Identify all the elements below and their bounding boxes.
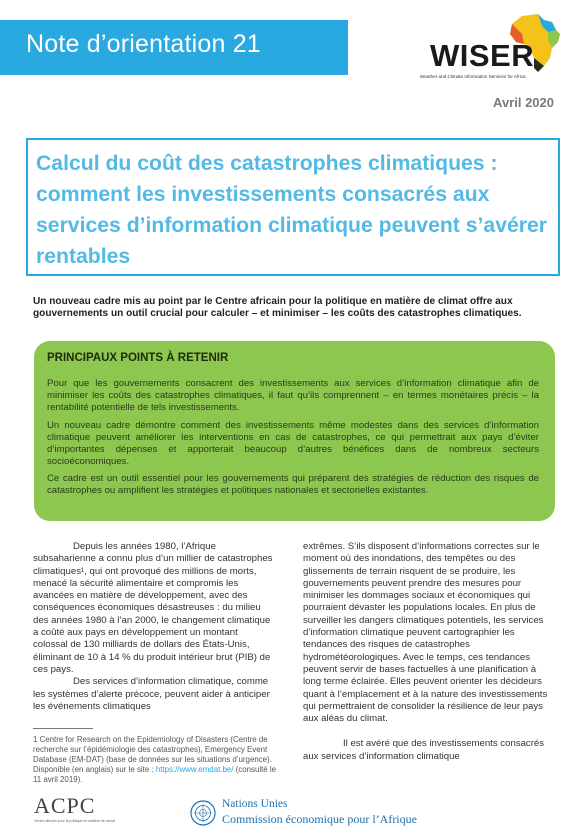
body-paragraph: extrêmes. S’ils disposent d’informations correctes sur le moment où des inondations, des tempêtes ou des glissements de terrain risquent de se produire, les gouvernements peuvent prendre des mesures pour minimiser les dommages sociaux et économiques qui pourraient dévaster les populations locales. En plus de surveiller les dangers climatiques potentiels, les services d’information climatique peuvent cartographier les tendances des risques de catastrophes hydrométéorologiques. Avec le temps, ces tendances peuvent servir de bases factuelles à une planification à long terme éclairée. Elles peuvent orienter les décideurs quant à l’emplacement et à la nature des investissements qui permettraient de consolider la résilience de leur pays aux aléas du climat. <box>303 541 548 725</box>
logo-tagline: Weather and Climate Information Services for Africa <box>420 74 526 79</box>
body-column-right <box>303 541 549 763</box>
body-paragraph: Il est avéré que des investissements consacrés aux services d’information climatique <box>303 738 545 762</box>
acpc-wordmark: ACPC <box>34 793 96 818</box>
body-paragraph: Des services d’information climatique, comme les systèmes d’alerte précoce, peuvent aider à anticiper les événements climatiques <box>33 676 270 712</box>
acpc-tagline: Centre africain pour la politique en matière de climat <box>34 819 115 823</box>
title-box <box>26 138 560 276</box>
key-point-1: Pour que les gouvernements consacrent des investissements aux services d’information climatique afin de minimiser les coûts des catastrophes climatiques, il faut qu’ils comprennent – en termes monétaires précis – la rentabilité potentielle de tels investissements. <box>47 378 539 413</box>
uneca-logo <box>190 797 470 827</box>
banner-title: Note d’orientation 21 <box>26 30 261 58</box>
footnote-divider <box>33 728 93 729</box>
publication-date: Avril 2020 <box>493 95 554 110</box>
footnote <box>33 735 278 785</box>
body-column-left <box>33 541 273 713</box>
intro-summary: Un nouveau cadre mis au point par le Centre africain pour la politique en matière de climat offre aux gouvernements un outil crucial pour calculer – et minimiser – les coûts des catastrophes climatiques. <box>33 296 522 319</box>
acpc-logo <box>30 793 130 825</box>
key-point-3: Ce cadre est un outil essentiel pour les gouvernements qui préparent des stratégies de réduction des risques de catastrophes ou amplifient les stratégies et politiques nationales et sectorielles existantes. <box>47 473 539 496</box>
note-banner <box>0 20 348 75</box>
key-point-2: Un nouveau cadre démontre comment des investissements même modestes dans des services d’information climatique peuvent améliorer les interventions en cas de catastrophes, ce qui permettrait aux pays d’éviter d’importantes dépenses et apporterait beaucoup d’autres bénéfices dans de nombreux secteurs socioéconomiques. <box>47 420 539 467</box>
footnote-tail: (consulté le 11 avril 2019). <box>33 765 276 784</box>
footnote-text: 1 Centre for Research on the Epidemiology of Disasters (Centre de recherche sur l’épidémiologie des catastrophes), Emergency Event Database (EM-DAT) (base de données sur les situations d’urgence). Disponible (en anglais) sur le site : <box>33 735 272 774</box>
un-emblem-icon <box>190 800 216 826</box>
key-points-heading: PRINCIPAUX POINTS À RETENIR <box>47 352 229 364</box>
un-name: Nations Unies <box>222 798 288 810</box>
body-paragraph: Depuis les années 1980, l’Afrique subsaharienne a connu plus d’un millier de catastrophes climatiques¹, qui ont provoqué des millions de morts, menacé la sécurité alimentaire et compromis les avancées en matière de développement, avec des conséquences économiques désastreuses : du milieu des années 1980 à l’an 2000, le changement climatique a coûté aux pays en développement un montant colossal de 130 milliards de dollars des États-Unis, éliminant de 10 à 14 % du produit intérieur brut (PIB) de ces pays. <box>33 541 273 675</box>
footnote-link[interactable]: https://www.emdat.be/ <box>155 765 234 774</box>
page-title: Calcul du coût des catastrophes climatiques : comment les investissements consacrés aux services d’information climatique peuvent s’avérer rentables <box>36 152 548 268</box>
logo-wordmark: WISER <box>430 38 535 73</box>
key-points-box <box>34 341 555 521</box>
wiser-logo <box>420 14 570 84</box>
uneca-name: Commission économique pour l’Afrique <box>222 812 417 826</box>
